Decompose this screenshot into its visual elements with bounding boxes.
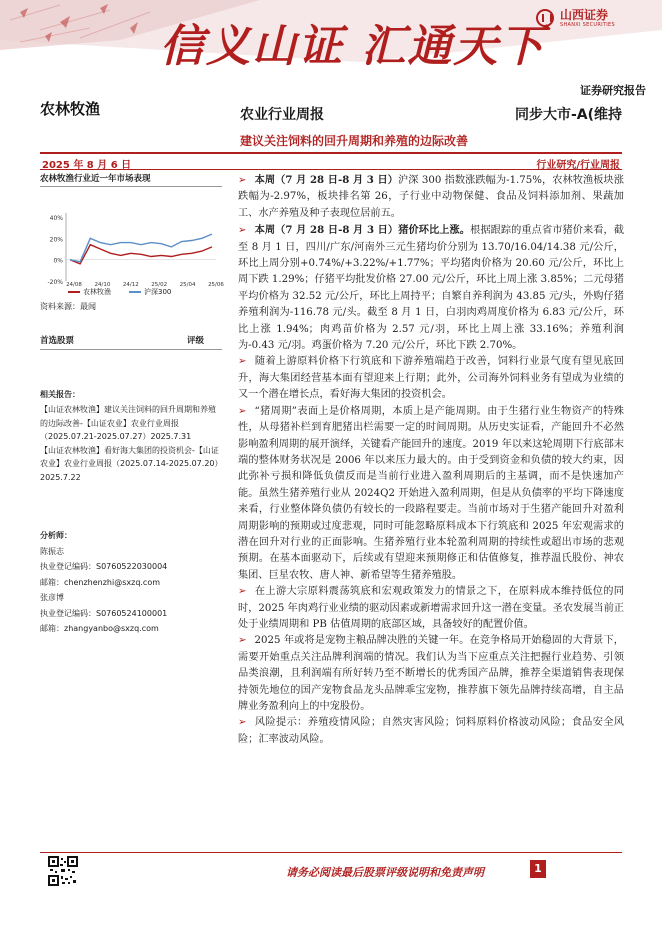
- series-line: [70, 245, 212, 264]
- paragraph-lead: 本周（7 月 28 日-8 月 3 日）猪价环比上涨。: [254, 224, 471, 237]
- body-paragraph: [238, 172, 624, 222]
- x-tick-label: 24/10: [94, 282, 111, 288]
- logo-icon: [536, 9, 554, 27]
- body-paragraph: [238, 354, 624, 403]
- paragraph-text: 风险提示：养殖疫情风险；自然灾害风险；饲料原料价格波动风险；食品安全风险；汇率波动风险。: [238, 717, 624, 745]
- paragraph-text: 在上游大宗原料震荡筑底和宏观政策发力的情景之下，在原料成本维持低位的同时，2025 年肉鸡行业业绩的驱动因素或新增需求回升这一潜在变量。圣农发展当前正处于业绩周期和 PB 估值周期的底部区域，具备较好的配置价值。: [238, 586, 624, 630]
- related-report-item[interactable]: 【山证农林牧渔】建议关注饲料的回升周期和养殖的边际改善-【山证农业】农业行业周报（2025.07.21-2025.07.27）2025.7.31: [40, 405, 216, 441]
- analysts-section: [40, 528, 222, 637]
- footer-divider: [40, 852, 622, 853]
- analyst-email[interactable]: 邮箱：chenzhenzhi@sxzq.com: [40, 577, 161, 587]
- bullet-icon: ➢: [238, 225, 247, 237]
- paragraph-text: 根据跟踪的重点省市猪价来看，截至 8 月 1 日，四川/广东/河南外三元生猪均价分别为 13.70/16.04/14.38 元/公斤，环比上周分别+0.74%/+3.22%/+1.77%；平均猪肉价格为 20.60 元/公斤，环比上周下跌 1.29%；仔猪平均批发价格 27.00 元/公斤，环比上周上涨 3.85%；二元母猪平均价格为 32.52 元/公斤，环比上周持平；自繁自养利润为 43.85 元/头，外购仔猪养殖利润为-116.78 元/头。截至 8 月 1 日，白羽肉鸡周度价格为 6.83 元/公斤，环比上涨 1.94%；肉鸡苗价格为 2.57 元/羽，环比上周上涨 33.16%；养殖利润为-0.43 元/羽。鸡蛋价格为 7.20 元/公斤，环比下跌 2.70%。: [238, 225, 625, 352]
- paragraph-lead: 本周（7 月 28 日-8 月 3 日）: [254, 174, 399, 186]
- company-logo: [536, 8, 615, 28]
- stock-col-header: 首选股票: [40, 336, 75, 346]
- legend-item: [129, 287, 171, 297]
- legend-item: [68, 287, 111, 297]
- market-performance-chart: [40, 187, 222, 299]
- page-number: 1: [530, 860, 546, 878]
- report-title: 农业行业周报: [240, 107, 324, 123]
- logo-english: SHANXI SECURITIES: [560, 22, 615, 28]
- x-tick-label: 25/04: [179, 282, 196, 288]
- logo-name: 山西证券: [560, 8, 609, 22]
- report-header: [0, 0, 662, 100]
- stock-table-header: [40, 334, 222, 350]
- chart-svg: [40, 187, 222, 287]
- analyst-email[interactable]: 邮箱：zhangyanbo@sxzq.com: [40, 624, 159, 633]
- report-category: 行业研究/行业周报: [536, 160, 620, 171]
- report-subtitle: 建议关注饲料的回升周期和养殖的边际改善: [240, 134, 469, 148]
- header-slogan: 信义山证 汇通天下: [160, 21, 546, 72]
- bullet-icon: ➢: [238, 586, 247, 598]
- report-body: [238, 172, 624, 748]
- body-paragraph: [238, 715, 624, 748]
- related-heading: 相关报告：: [40, 390, 80, 399]
- disclaimer-link[interactable]: 请务必阅读最后股票评级说明和免责声明: [286, 866, 484, 879]
- analyst-cert: 执业登记编码：S0760522030004: [40, 562, 168, 571]
- related-report-item[interactable]: 【山证农林牧渔】看好海大集团的投资机会-【山证农业】农业行业周报（2025.07.14-2025.07.20）2025.7.22: [40, 446, 219, 482]
- paragraph-text: 随着上游原料价格下行筑底和下游养殖端趋于改善，饲料行业景气度有望见底回升，海大集团经营基本面有望迎来上行期；此外，公司海外饲料业务有望成为业绩的又一个潜在增长点，看好海大集团的投资机会。: [238, 356, 624, 401]
- industry-rating: 同步大市-A(维持: [514, 107, 622, 123]
- legend-swatch: [68, 291, 80, 293]
- paragraph-text: “猪周期”表面上是价格周期，本质上是产能周期。由于生猪行业生物资产的特殊性，从母猪补栏到育肥猪出栏需要一定的时间周期。从历史实证看，产能回升不必然影响盈利周期的展开演绎，关键看产能回升的速度。2019 年以来这轮周期下行底部末端的整体财务状况是 2006 年以来压力最大的。由于受到资金和负债的较大约束，因此弥补亏损和降低负债反而是当前行业进入盈利周期后的主基调，而不是快速加产能。虽然生猪养殖行业从 2024Q2 开始进入盈利周期，但是从负债率的平均下降速度来看，行业整体降负债仍有较长的一段路程要走。当前市场对于生猪产能回升对盈利周期影响的预期或过度悲观，同时可能忽略原料成本下行筑底和 2025 年宏观需求的潜在回升对行业的正面影响。生猪养殖行业本轮盈利周期的持续性或超出市场的悲观预期。在基本面驱动下，后续或有望迎来预期修正和估值修复，推荐温氏股份、神农集团、巨星农牧、唐人神、新希望等生猪养殖股。: [238, 405, 624, 581]
- legend-label: 农林牧渔: [83, 288, 111, 296]
- body-paragraph: [238, 584, 624, 633]
- bullet-icon: ➢: [238, 175, 247, 186]
- chart-source: 资料来源：最闻: [40, 302, 96, 311]
- x-tick-label: 25/06: [208, 282, 224, 288]
- bullet-icon: ➢: [238, 635, 247, 647]
- analyst-name: 陈振志: [40, 546, 64, 556]
- rating-col-header: 评级: [186, 336, 204, 346]
- analysts-heading: 分析师：: [40, 531, 72, 540]
- x-tick-label: 25/02: [151, 282, 168, 288]
- series-line: [70, 234, 212, 262]
- body-paragraph: [238, 633, 624, 715]
- chart-title: 农林牧渔行业近一年市场表现: [40, 172, 222, 187]
- bullet-icon: ➢: [238, 717, 247, 729]
- body-paragraph: [238, 222, 624, 354]
- industry-name: 农林牧渔: [40, 100, 101, 118]
- report-type: 证券研究报告: [580, 84, 646, 97]
- y-tick-label: -20%: [47, 279, 63, 286]
- y-tick-label: 0%: [53, 257, 63, 265]
- analyst-cert: 执业登记编码：S0760524100001: [40, 608, 168, 618]
- bullet-icon: ➢: [238, 405, 247, 417]
- body-paragraph: [238, 404, 624, 584]
- report-date: 2025 年 8 月 6 日: [42, 160, 132, 171]
- chart-legend: [68, 287, 171, 297]
- bullet-icon: ➢: [238, 356, 247, 368]
- legend-label: 沪深300: [144, 288, 172, 296]
- y-tick-label: 40%: [49, 215, 63, 222]
- analyst-name: 张彦博: [40, 593, 64, 602]
- related-reports: [40, 388, 222, 485]
- legend-swatch: [129, 291, 141, 293]
- qr-code-icon: [48, 856, 78, 886]
- x-tick-label: 24/08: [66, 282, 82, 288]
- x-tick-label: 24/12: [122, 282, 139, 288]
- paragraph-text: 沪深 300 指数涨跌幅为-1.75%，农林牧渔板块涨跌幅为-2.97%，板块排名第 26，子行业中动物保健、食品及饲料添加剂、果蔬加工、水产养殖及种子表现位居前五。: [238, 175, 624, 219]
- y-tick-label: 20%: [49, 236, 63, 244]
- sidebar: [40, 172, 222, 350]
- date-bar: [40, 152, 622, 170]
- paragraph-text: 2025 年或将是宠物主粮品牌决胜的关键一年。在竞争格局开始稳固的大背景下，需要开始重点关注品牌利润端的情况。我们认为当下应重点关注把握行业趋势、引领品类浪潮，且利润端有所好转乃至不断增长的优秀国产品牌，推荐全渠道销售表现保持领先地位的国产宠物食品龙头品牌乖宝宠物，推荐旗下领先品牌持续高增，自主品牌业务盈利向上的中宠股份。: [238, 635, 624, 712]
